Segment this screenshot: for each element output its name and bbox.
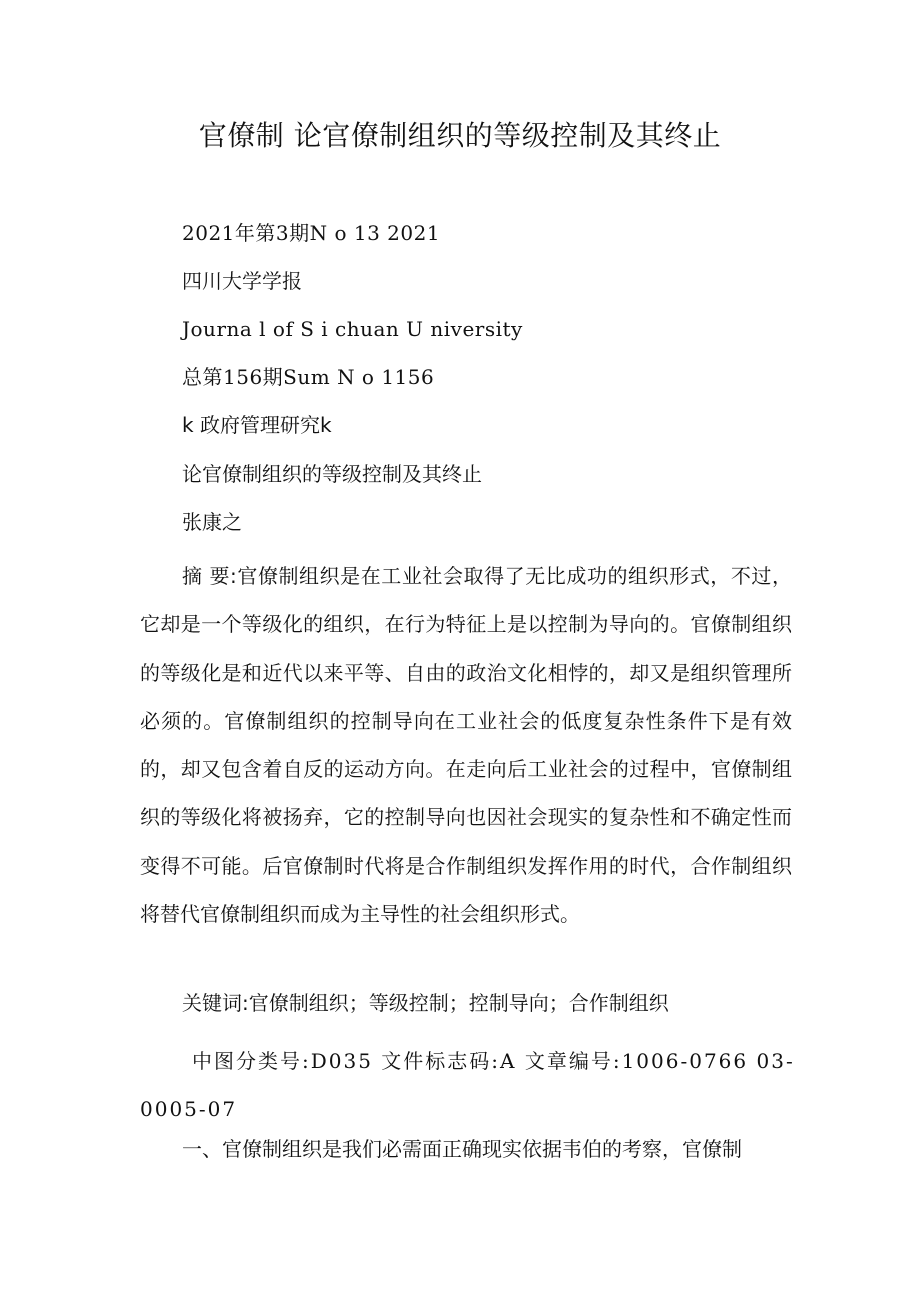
author-name: 张康之 [182,510,242,534]
issue-line: 2021年第3期N o 13 2021 [182,221,441,245]
journal-name-cn: 四川大学学报 [182,269,302,293]
column-heading: k 政府管理研究k [182,413,332,437]
classification-line: 中图分类号:D035 文件标志码:A 文章编号:1006-0766 03-0005-07 [140,1049,795,1121]
abstract-paragraph: 摘 要:官僚制组织是在工业社会取得了无比成功的组织形式，不过，它却是一个等级化的组织，在行为特征上是以控制为导向的。官僚制组织的等级化是和近代以来平等、自由的政治文化相悖的，却又是组织管理所必须的。官僚制组织的控制导向在工业社会的低度复杂性条件下是有效的，却又包含着自反的运动方向。在走向后工业社会的过程中，官僚制组织的等级化将被扬弃，它的控制导向也因社会现实的复杂性和不确定性而变得不可能。后官僚制时代将是合作制组织发挥作用的时代，合作制组织将替代官僚制组织而成为主导性的社会组织形式。 [140,564,792,927]
article-title: 论官僚制组织的等级控制及其终止 [182,462,482,486]
document-title: 官僚制 论官僚制组织的等级控制及其终止 [198,119,722,152]
section-heading-line: 一、官僚制组织是我们必需面正确现实依据韦伯的考察，官僚制 [182,1137,742,1161]
total-issue-line: 总第156期Sum N o 1156 [182,365,435,389]
keywords-line: 关键词:官僚制组织；等级控制；控制导向；合作制组织 [182,991,669,1015]
journal-name-en: Journa l of S i chuan U niversity [182,317,523,341]
